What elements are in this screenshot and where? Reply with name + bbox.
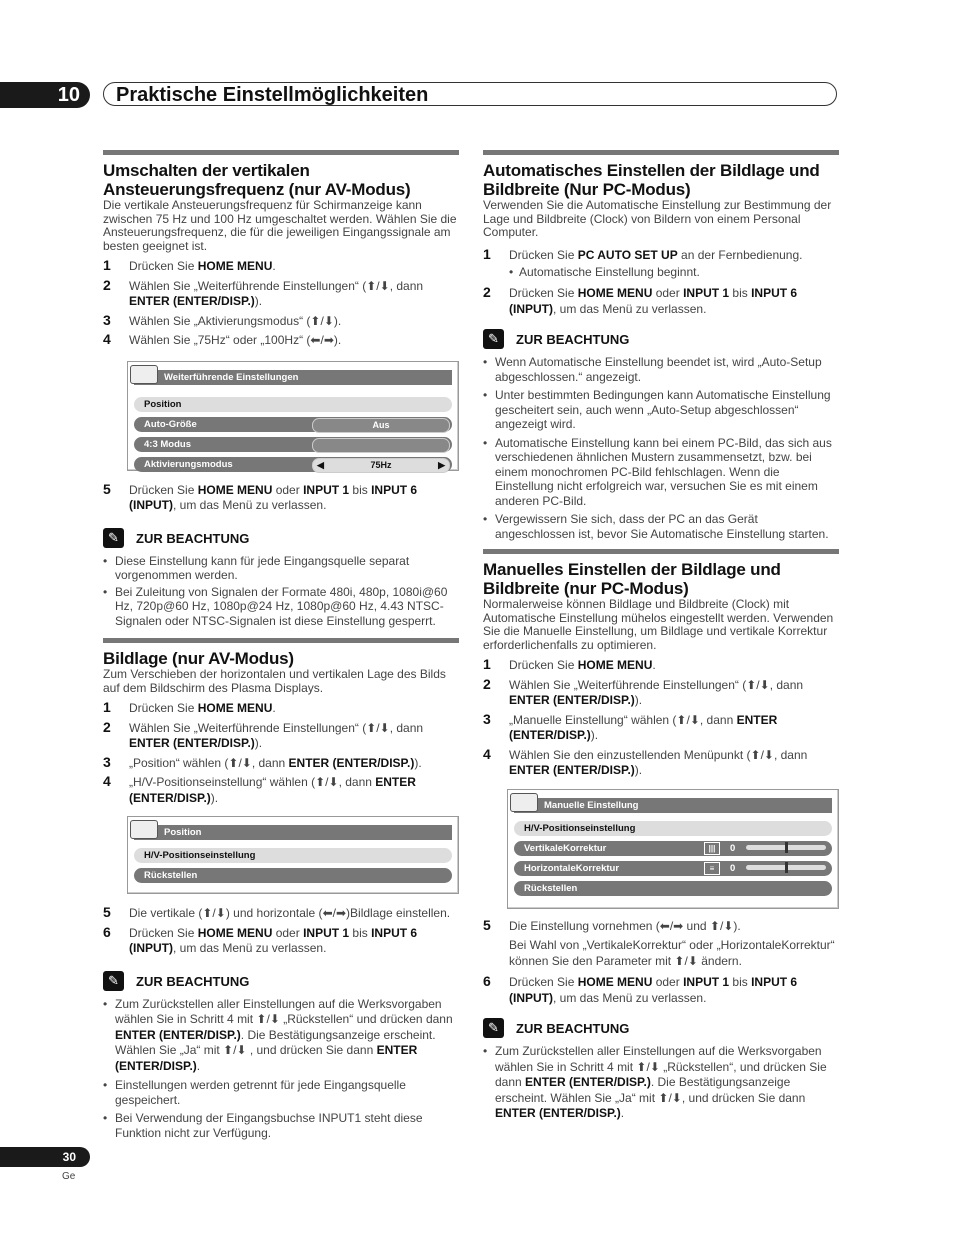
note-text: , und drücken Sie dann bbox=[246, 1043, 377, 1057]
step-text: bis bbox=[729, 975, 752, 989]
up-arrow-icon: ⬆ bbox=[228, 755, 239, 770]
section-intro: Verwenden Sie die Automatische Einstellung zur Bestimmung der Lage und Bildbreite (Clock) von Bildern von einem Personal Computer. bbox=[483, 198, 832, 239]
step-text: oder bbox=[652, 286, 684, 300]
menu-item-label: HorizontaleKorrektur bbox=[524, 862, 620, 874]
step bbox=[483, 286, 839, 317]
step bbox=[103, 333, 459, 349]
menu-item-drive-mode[interactable] bbox=[134, 457, 452, 472]
step-text: Wählen Sie den einzustellenden Menüpunkt ( bbox=[509, 747, 751, 762]
step-text: Wählen Sie „75Hz“ oder „100Hz“ ( bbox=[129, 333, 311, 347]
osd-menu-manual bbox=[507, 789, 839, 909]
step-text: Die Einstellung vornehmen ( bbox=[509, 918, 660, 933]
section-intro: Normalerweise können Bildlage und Bildbreite (Clock) mit Automatische Einstellung mühelos eingestellt werden. Verwenden Sie die Manuelle Einstellung, um Bildlage und vertikale Korrektur erforderlichenfalls zu optimieren. bbox=[483, 597, 834, 652]
osd-menu-advanced bbox=[127, 361, 459, 471]
step-text: / bbox=[719, 918, 724, 933]
chapter-title: Praktische Einstellmöglichkeiten bbox=[103, 82, 837, 106]
section-divider bbox=[483, 150, 839, 155]
horizontal-slider[interactable] bbox=[746, 865, 826, 870]
step-sub-item: • Automatische Einstellung beginnt. bbox=[509, 265, 839, 280]
step-text: bis bbox=[729, 286, 752, 300]
step-text: „H/V-Positionseinstellung“ wählen ( bbox=[129, 775, 316, 789]
step-text: Die vertikale ( bbox=[129, 906, 203, 920]
step-text: ). bbox=[733, 918, 741, 933]
note-text: . bbox=[196, 1058, 201, 1073]
pencil-note-icon: ✎ bbox=[483, 329, 504, 349]
step bbox=[103, 259, 459, 275]
note-heading bbox=[483, 1018, 839, 1040]
step-text: / bbox=[212, 906, 216, 920]
step bbox=[483, 658, 839, 674]
section-intro: Die vertikale Ansteuerungsfrequenz für Schirmanzeige kann zwischen 75 Hz und 100 Hz umgeschaltet werden. Wählen Sie die Ansteuerungsfrequenz, die für die jeweiligen Eingangssignale am besten geeignet ist. bbox=[103, 198, 457, 253]
menu-item-hv-position[interactable]: H/V-Positionseinstellung bbox=[134, 848, 452, 863]
horizontal-value: 0 bbox=[730, 862, 736, 874]
drive-mode-value-text: 75Hz bbox=[370, 459, 392, 470]
step-text: Wählen Sie „Weiterführende Einstellungen“ ( bbox=[129, 278, 367, 293]
language-code: Ge bbox=[62, 1171, 76, 1182]
section-intro: Zum Verschieben der horizontalen und vertikalen Lage des Bilds auf dem Bildschirm des Plasma Displays. bbox=[103, 667, 446, 695]
up-arrow-icon: ⬆ bbox=[676, 712, 687, 727]
note-text: / bbox=[668, 1090, 672, 1105]
step-text: / bbox=[238, 755, 242, 770]
note-item: • Unter bestimmten Bedingungen kann Automatische Einstellung gescheitert sein, auch wenn „Auto-Setup abgeschlossen“ angezeigt wird. bbox=[483, 388, 839, 432]
step-number: 3 bbox=[483, 710, 491, 727]
step-text: Bei Wahl von „VertikaleKorrektur“ oder „HorizontaleKorrektur“ können Sie den Parameter mit bbox=[509, 938, 835, 968]
step-bold: HOME MENU bbox=[197, 701, 273, 715]
step-text: / bbox=[376, 278, 380, 293]
note-bold: ENTER (ENTER/DISP.) bbox=[525, 1075, 651, 1089]
note-text: . Die Bestätigungsanzeige erscheint. Wählen Sie „Ja“ mit bbox=[495, 1075, 791, 1105]
step-text: , dann bbox=[251, 755, 289, 770]
step-text: , um das Menü zu verlassen. bbox=[553, 990, 707, 1005]
note-item: • Diese Einstellung kann für jede Eingangsquelle separat vorgenommen werden. bbox=[103, 554, 459, 583]
horizontal-icon: ≡ bbox=[704, 862, 720, 875]
slider-knob[interactable] bbox=[785, 842, 788, 853]
pencil-note-icon: ✎ bbox=[103, 971, 124, 991]
step-text: , dann bbox=[389, 720, 424, 735]
up-arrow-icon: ⬆ bbox=[658, 1090, 669, 1105]
down-arrow-icon: ⬇ bbox=[379, 720, 390, 735]
step-number: 1 bbox=[103, 257, 111, 273]
step-number: 3 bbox=[103, 753, 111, 770]
right-column bbox=[483, 150, 839, 1122]
note-item bbox=[103, 997, 459, 1075]
step-number: 6 bbox=[103, 923, 111, 940]
step-text: oder bbox=[272, 925, 304, 940]
note-text: . bbox=[620, 1106, 625, 1120]
menu-item-auto-size[interactable] bbox=[134, 417, 452, 432]
step bbox=[103, 276, 459, 310]
step-bold: INPUT 1 bbox=[683, 975, 730, 989]
step-number: 4 bbox=[103, 773, 111, 789]
menu-item-43-mode[interactable] bbox=[134, 437, 452, 452]
step bbox=[103, 906, 459, 922]
up-arrow-icon: ⬆ bbox=[310, 313, 321, 328]
step-bold: HOME MENU bbox=[577, 658, 653, 672]
step-bold: HOME MENU bbox=[197, 259, 273, 273]
step-text: Drücken Sie bbox=[509, 247, 578, 262]
step-text: , um das Menü zu verlassen. bbox=[173, 498, 327, 512]
step bbox=[483, 916, 839, 970]
down-arrow-icon: ⬇ bbox=[215, 906, 226, 920]
step-number: 5 bbox=[103, 480, 111, 497]
up-arrow-icon: ⬆ bbox=[256, 1012, 267, 1026]
step-number: 2 bbox=[103, 276, 111, 293]
step-text: Drücken Sie bbox=[509, 658, 578, 672]
step-text: bis bbox=[349, 482, 372, 497]
menu-header bbox=[134, 825, 452, 840]
step-number: 2 bbox=[483, 675, 491, 692]
note-item: • Wenn Automatische Einstellung beendet ist, wird „Auto-Setup abgeschlossen.“ angezeigt. bbox=[483, 355, 839, 384]
step-bold: ENTER (ENTER/DISP.) bbox=[509, 763, 635, 777]
step bbox=[103, 775, 459, 806]
step-text: bis bbox=[349, 925, 372, 940]
step-bold: INPUT 1 bbox=[303, 925, 350, 940]
vertical-slider[interactable] bbox=[746, 845, 826, 850]
note-text: / bbox=[266, 1012, 270, 1026]
drive-mode-value[interactable] bbox=[312, 458, 450, 473]
osd-menu-position bbox=[127, 816, 459, 894]
up-arrow-icon: ⬆ bbox=[636, 1059, 647, 1074]
left-triangle-icon: ◀ bbox=[317, 459, 324, 470]
step-bold: INPUT 1 bbox=[683, 286, 730, 300]
step-text: , dann bbox=[389, 278, 424, 293]
section-title: Automatisches Einstellen der Bildlage und Bildbreite (Nur PC-Modus) bbox=[483, 161, 820, 199]
step bbox=[103, 311, 459, 330]
step-text: ). bbox=[634, 693, 643, 707]
note-text: / bbox=[233, 1043, 237, 1057]
step-text: ). bbox=[333, 333, 342, 347]
step-text: . bbox=[652, 658, 656, 672]
note-text: „Rückstellen“, und drücken Sie dann bbox=[495, 1059, 827, 1089]
step-bold: ENTER (ENTER/DISP.) bbox=[509, 712, 778, 742]
step-text: oder bbox=[272, 482, 304, 497]
step-number: 4 bbox=[103, 331, 111, 347]
step-text: ). bbox=[254, 294, 263, 308]
step-text: ändern. bbox=[697, 953, 742, 968]
step-bold: INPUT 6 (INPUT) bbox=[129, 482, 418, 512]
step bbox=[103, 701, 459, 717]
step-text: / bbox=[332, 906, 336, 920]
up-arrow-icon: ⬆ bbox=[746, 677, 757, 692]
note-bold: ENTER (ENTER/DISP.) bbox=[115, 1043, 418, 1073]
down-arrow-icon: ⬇ bbox=[763, 747, 774, 762]
menu-header bbox=[514, 798, 832, 813]
step-number: 1 bbox=[483, 245, 491, 262]
step-text: an der Fernbedienung. bbox=[677, 247, 803, 262]
step bbox=[103, 718, 459, 752]
menu-icon bbox=[130, 820, 158, 839]
step-bold: HOME MENU bbox=[577, 975, 653, 989]
step-bold: ENTER (ENTER/DISP.) bbox=[129, 775, 416, 805]
step-number: 3 bbox=[103, 311, 111, 328]
note-heading bbox=[103, 971, 459, 993]
step-extra bbox=[509, 938, 839, 969]
step-text: ). bbox=[414, 755, 422, 770]
page-number: 30 bbox=[0, 1147, 90, 1167]
up-arrow-icon: ⬆ bbox=[709, 918, 720, 933]
note-text: Zum Zurückstellen aller Einstellungen auf die Werksvorgaben wählen Sie in Schritt 4 mit bbox=[115, 996, 442, 1026]
section-divider bbox=[103, 150, 459, 155]
step-bold: ENTER (ENTER/DISP.) bbox=[129, 736, 255, 750]
menu-item-hv-position[interactable]: H/V-Positionseinstellung bbox=[514, 821, 832, 836]
left-column bbox=[103, 150, 459, 1140]
step-bold: HOME MENU bbox=[197, 482, 273, 497]
section-divider bbox=[103, 638, 459, 643]
down-arrow-icon: ⬇ bbox=[689, 712, 700, 727]
step-text: )Bildlage einstellen. bbox=[346, 906, 451, 920]
note-text: Zum Zurückstellen aller Einstellungen auf die Werksvorgaben wählen Sie in Schritt 4 mit bbox=[495, 1044, 822, 1074]
step-text: Drücken Sie bbox=[129, 482, 198, 497]
step-bold: INPUT 1 bbox=[303, 482, 350, 497]
note-title: ZUR BEACHTUNG bbox=[136, 530, 250, 546]
step-text: „Manuelle Einstellung“ wählen ( bbox=[509, 712, 677, 727]
note-bold: ENTER (ENTER/DISP.) bbox=[495, 1106, 621, 1120]
step-text: Drücken Sie bbox=[509, 286, 578, 300]
section-title: Umschalten der vertikalen Ansteuerungsfrequenz (nur AV-Modus) bbox=[103, 161, 411, 199]
up-arrow-icon: ⬆ bbox=[223, 1043, 234, 1057]
step-text: , dann bbox=[338, 775, 376, 789]
step-text: , dann bbox=[699, 712, 737, 727]
up-arrow-icon: ⬆ bbox=[366, 278, 377, 293]
menu-header bbox=[134, 370, 452, 385]
step-text: Wählen Sie „Weiterführende Einstellungen“ ( bbox=[129, 720, 367, 735]
step-text: und bbox=[683, 918, 710, 933]
step-text: / bbox=[320, 313, 324, 328]
menu-icon bbox=[130, 365, 158, 384]
step-text: Wählen Sie „Weiterführende Einstellungen“ ( bbox=[509, 677, 747, 692]
step-text: Drücken Sie bbox=[129, 925, 198, 940]
menu-item-label: Aktivierungsmodus bbox=[144, 458, 233, 470]
step-bold: ENTER (ENTER/DISP.) bbox=[509, 693, 635, 707]
down-arrow-icon: ⬇ bbox=[379, 278, 390, 293]
note-text: / bbox=[646, 1059, 650, 1074]
step-text: , um das Menü zu verlassen. bbox=[553, 301, 707, 316]
menu-item-vertical-correction[interactable] bbox=[514, 841, 832, 856]
step bbox=[483, 675, 839, 709]
step bbox=[103, 480, 459, 514]
step-text: , dann bbox=[773, 747, 808, 762]
up-arrow-icon: ⬆ bbox=[366, 720, 377, 735]
step bbox=[103, 923, 459, 957]
note-heading bbox=[483, 329, 839, 351]
down-arrow-icon: ⬇ bbox=[269, 1012, 280, 1026]
step-text: / bbox=[669, 918, 674, 933]
vertical-icon: ||| bbox=[704, 842, 720, 855]
step-bold: PC AUTO SET UP bbox=[577, 247, 678, 262]
pencil-note-icon: ✎ bbox=[103, 528, 124, 548]
chapter-number: 10 bbox=[0, 82, 90, 108]
step-bold: HOME MENU bbox=[577, 286, 653, 300]
step-number: 2 bbox=[483, 284, 491, 300]
step bbox=[103, 753, 459, 772]
menu-item-position[interactable]: Position bbox=[134, 397, 452, 412]
step-text: / bbox=[325, 775, 329, 789]
step-text: / bbox=[760, 747, 764, 762]
menu-header-label: Manuelle Einstellung bbox=[544, 799, 639, 811]
step-number: 1 bbox=[103, 699, 111, 715]
down-arrow-icon: ⬇ bbox=[323, 313, 334, 328]
step-text: , dann bbox=[769, 677, 804, 692]
step-bold: HOME MENU bbox=[197, 925, 273, 940]
mode-43-value bbox=[312, 438, 450, 453]
step-number: 2 bbox=[103, 718, 111, 735]
step bbox=[483, 975, 839, 1006]
step-bold: ENTER (ENTER/DISP.) bbox=[129, 294, 255, 308]
step-text: ). bbox=[333, 313, 342, 328]
step-text: / bbox=[684, 953, 688, 968]
left-arrow-icon: ⬅ bbox=[322, 906, 333, 920]
section-title: Manuelles Einstellen der Bildlage und Bildbreite (nur PC-Modus) bbox=[483, 560, 781, 598]
left-arrow-icon: ⬅ bbox=[659, 918, 670, 933]
up-arrow-icon: ⬆ bbox=[750, 747, 761, 762]
step bbox=[483, 245, 839, 281]
note-heading bbox=[103, 528, 459, 550]
note-item: • Automatische Einstellung kann bei einem PC-Bild, das sich aus verschiedenen ähnlichen Mustern zusammensetzt, bzw. bei einem monochromen PC-Bild fehlschlagen. Wenn die Einstellung nicht erfolgreich war, versuchen Sie es mit einem anderen PC-Bild. bbox=[483, 436, 839, 509]
step-text: ). bbox=[210, 790, 219, 805]
step-text: „Position“ wählen ( bbox=[129, 755, 229, 770]
step-number: 6 bbox=[483, 973, 491, 989]
right-arrow-icon: ➡ bbox=[323, 333, 334, 347]
step-text: . bbox=[272, 259, 276, 273]
step bbox=[483, 745, 839, 779]
auto-size-value: Aus bbox=[312, 418, 450, 433]
up-arrow-icon: ⬆ bbox=[674, 953, 685, 968]
step bbox=[483, 710, 839, 744]
down-arrow-icon: ⬇ bbox=[241, 755, 252, 770]
step-text: / bbox=[320, 333, 324, 347]
right-triangle-icon: ▶ bbox=[438, 459, 445, 470]
section-divider bbox=[483, 549, 839, 554]
menu-item-label: 4:3 Modus bbox=[144, 438, 191, 450]
step-text: Drücken Sie bbox=[129, 259, 198, 273]
step-number: 4 bbox=[483, 745, 491, 762]
note-title: ZUR BEACHTUNG bbox=[516, 332, 630, 347]
note-item: • Vergewissern Sie sich, dass der PC an das Gerät angeschlossen ist, bevor Sie Automatische Einstellung starten. bbox=[483, 512, 839, 541]
step-number: 1 bbox=[483, 656, 491, 672]
down-arrow-icon: ⬇ bbox=[649, 1059, 660, 1074]
step-bold: INPUT 6 (INPUT) bbox=[509, 975, 798, 1005]
note-item: • Einstellungen werden getrennt für jede Eingangsquelle gespeichert. bbox=[103, 1078, 459, 1107]
down-arrow-icon: ⬇ bbox=[236, 1043, 247, 1057]
right-arrow-icon: ➡ bbox=[673, 918, 684, 933]
step-text: Wählen Sie „Aktivierungsmodus“ ( bbox=[129, 313, 311, 328]
down-arrow-icon: ⬇ bbox=[671, 1090, 682, 1105]
down-arrow-icon: ⬇ bbox=[723, 918, 734, 933]
note-text: , und drücken Sie dann bbox=[681, 1090, 806, 1105]
menu-item-reset[interactable]: Rückstellen bbox=[134, 868, 452, 883]
step-bold: INPUT 6 (INPUT) bbox=[509, 286, 798, 316]
step-text: / bbox=[756, 677, 760, 692]
menu-header-label: Position bbox=[164, 827, 202, 838]
step-text: Drücken Sie bbox=[509, 975, 578, 989]
pencil-note-icon: ✎ bbox=[483, 1018, 504, 1038]
menu-header-label: Weiterführende Einstellungen bbox=[164, 371, 299, 383]
note-title: ZUR BEACHTUNG bbox=[516, 1021, 630, 1036]
step-bold: ENTER (ENTER/DISP.) bbox=[288, 755, 415, 770]
step-text: ) und horizontale ( bbox=[225, 906, 323, 920]
down-arrow-icon: ⬇ bbox=[759, 677, 770, 692]
menu-icon bbox=[510, 793, 538, 812]
step-number: 5 bbox=[483, 916, 491, 933]
note-title: ZUR BEACHTUNG bbox=[136, 973, 250, 989]
down-arrow-icon: ⬇ bbox=[687, 953, 698, 968]
step-text: , um das Menü zu verlassen. bbox=[173, 941, 327, 955]
down-arrow-icon: ⬇ bbox=[328, 775, 339, 789]
note-bold: ENTER (ENTER/DISP.) bbox=[115, 1027, 241, 1042]
step-number: 5 bbox=[103, 904, 111, 920]
right-arrow-icon: ➡ bbox=[335, 906, 347, 920]
note-text: „Rückstellen“ und drücken dann bbox=[279, 1012, 453, 1026]
menu-item-label: Auto-Größe bbox=[144, 418, 197, 430]
step-text: / bbox=[686, 712, 690, 727]
step-text: ). bbox=[590, 728, 599, 742]
up-arrow-icon: ⬆ bbox=[315, 775, 326, 789]
step-bold: INPUT 6 (INPUT) bbox=[129, 925, 418, 955]
menu-item-label: VertikaleKorrektur bbox=[524, 842, 607, 854]
menu-item-horizontal-correction[interactable] bbox=[514, 861, 832, 876]
vertical-value: 0 bbox=[730, 842, 736, 854]
step-text: Drücken Sie bbox=[129, 701, 198, 715]
step-text: ). bbox=[634, 763, 643, 777]
note-item: • Bei Zuleitung von Signalen der Formate 480i, 480p, 1080i@60 Hz, 720p@60 Hz, 1080p@24 Hz, 1080p@60 Hz, 4.43 NTSC-Signalen oder NTSC-Signalen ist diese Einstellung gesperrt. bbox=[103, 585, 459, 629]
note-text: . Die Bestätigungsanzeige erscheint. Wählen Sie „Ja“ mit bbox=[115, 1027, 436, 1057]
slider-knob[interactable] bbox=[785, 862, 788, 873]
step-text: oder bbox=[652, 975, 684, 989]
up-arrow-icon: ⬆ bbox=[202, 906, 213, 920]
section-title: Bildlage (nur AV-Modus) bbox=[103, 649, 294, 668]
step-text: / bbox=[376, 720, 380, 735]
note-item: • Bei Verwendung der Eingangsbuchse INPUT1 steht diese Funktion nicht zur Verfügung. bbox=[103, 1111, 459, 1140]
left-arrow-icon: ⬅ bbox=[310, 333, 321, 347]
menu-item-reset[interactable]: Rückstellen bbox=[514, 881, 832, 896]
step-text: ). bbox=[254, 736, 263, 750]
step-text: . bbox=[272, 701, 276, 715]
note-item bbox=[483, 1044, 839, 1122]
